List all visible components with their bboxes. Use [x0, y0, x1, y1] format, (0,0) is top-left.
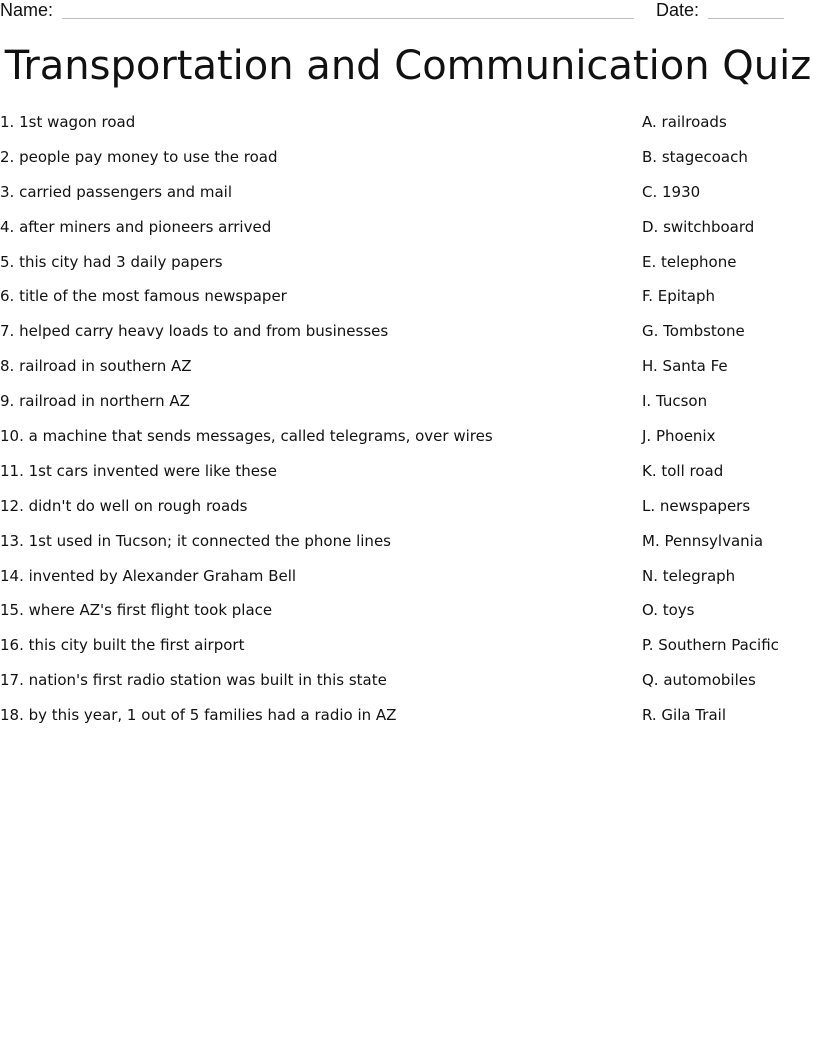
question-item: 15. where AZ's first flight took place [0, 601, 273, 620]
answer-item: J. Phoenix [642, 427, 716, 446]
question-item: 18. by this year, 1 out of 5 families had a radio in AZ [0, 706, 397, 725]
question-item: 16. this city built the first airport [0, 636, 245, 655]
question-item: 3. carried passengers and mail [0, 182, 232, 201]
question-item: 5. this city had 3 daily papers [0, 252, 223, 271]
answer-item: O. toys [642, 601, 695, 620]
question-item: 9. railroad in northern AZ [0, 392, 190, 411]
question-item: 13. 1st used in Tucson; it connected the phone lines [0, 531, 391, 550]
questions-list [0, 110, 620, 738]
answer-item: G. Tombstone [642, 322, 745, 341]
answer-item: R. Gila Trail [642, 706, 726, 725]
name-field-line[interactable] [62, 18, 634, 19]
question-item: 14. invented by Alexander Graham Bell [0, 566, 297, 585]
question-item: 4. after miners and pioneers arrived [0, 217, 272, 236]
question-item: 7. helped carry heavy loads to and from businesses [0, 322, 389, 341]
answer-item: P. Southern Pacific [642, 636, 779, 655]
question-item: 2. people pay money to use the road [0, 147, 278, 166]
answer-item: F. Epitaph [642, 287, 716, 306]
answer-item: E. telephone [642, 252, 737, 271]
answer-item: K. toll road [642, 461, 724, 480]
name-label: Name: [0, 0, 54, 20]
date-field-line[interactable] [708, 18, 784, 19]
answer-item: Q. automobiles [642, 671, 756, 690]
question-item: 11. 1st cars invented were like these [0, 461, 277, 480]
answer-item: A. railroads [642, 113, 727, 131]
question-item: 1. 1st wagon road [0, 113, 136, 131]
header-row [0, 0, 816, 24]
answers-list [642, 110, 816, 738]
answer-item: C. 1930 [642, 182, 701, 201]
answer-item: N. telegraph [642, 566, 736, 585]
question-item: 8. railroad in southern AZ [0, 357, 192, 376]
answer-item: B. stagecoach [642, 147, 748, 166]
answer-item: M. Pennsylvania [642, 531, 764, 550]
question-item: 10. a machine that sends messages, called telegrams, over wires [0, 427, 493, 446]
answer-item: L. newspapers [642, 496, 751, 515]
answer-item: D. switchboard [642, 217, 755, 236]
answer-item: H. Santa Fe [642, 357, 728, 376]
date-label: Date: [656, 0, 700, 20]
question-item: 12. didn't do well on rough roads [0, 496, 248, 515]
question-item: 17. nation's first radio station was built in this state [0, 671, 387, 690]
answer-item: I. Tucson [642, 392, 708, 411]
question-item: 6. title of the most famous newspaper [0, 287, 287, 306]
page-title: Transportation and Communication Quiz [4, 43, 812, 89]
